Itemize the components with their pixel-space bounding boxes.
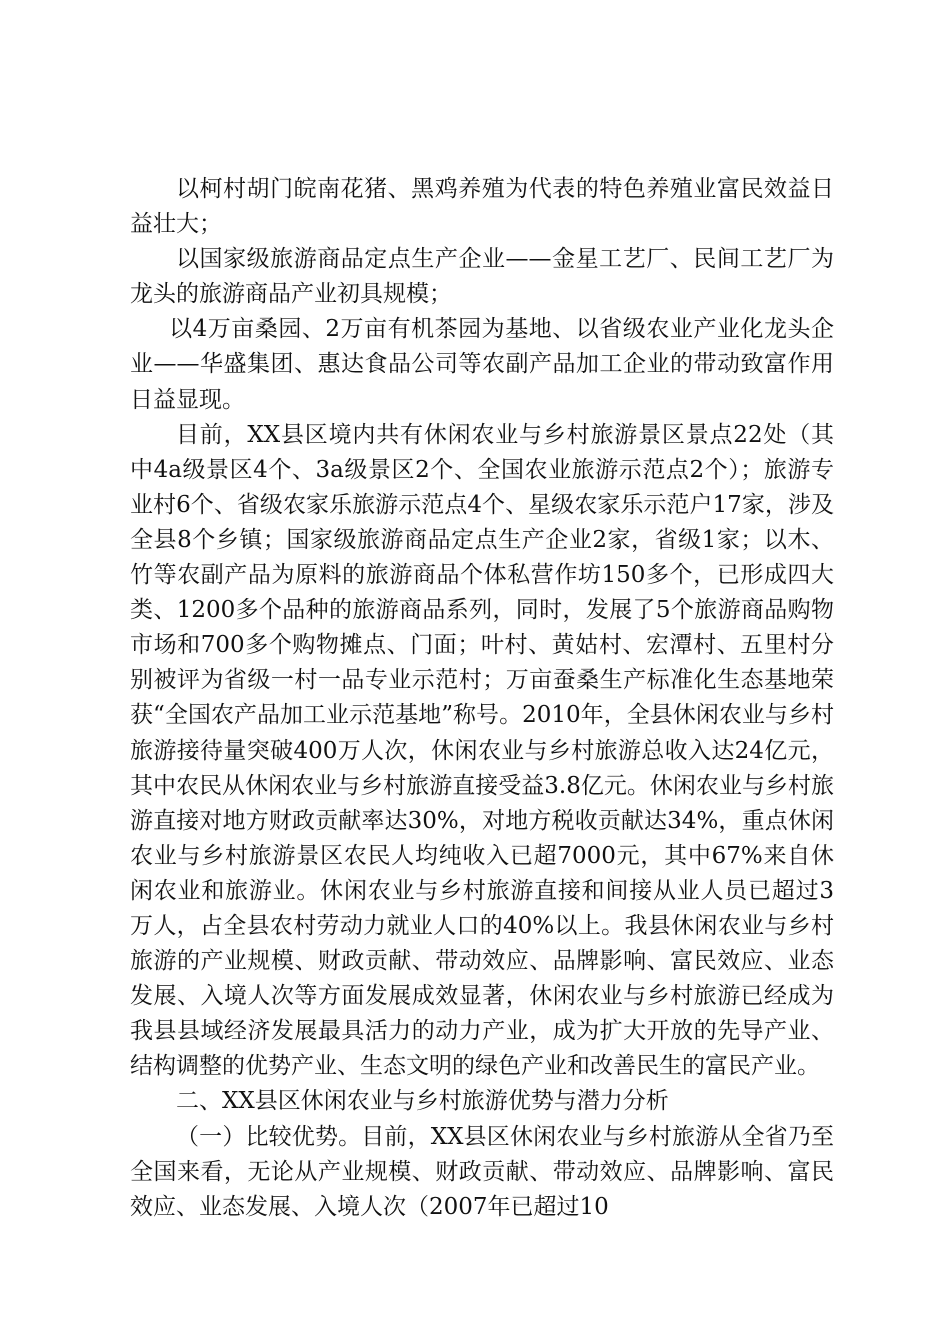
paragraph-tourism-goods: 以国家级旅游商品定点生产企业——金星工艺厂、民间工艺厂为龙头的旅游商品产业初具规模； (130, 246, 834, 308)
paragraph-comparative-advantage: （一）比较优势。目前，XX县区休闲农业与乡村旅游从全省乃至全国来看，无论从产业规模、财政贡献、带动效应、品牌影响、富民效应、业态发展、入境人次（2007年已超过10 (130, 1123, 834, 1220)
document-body (130, 172, 834, 1225)
paragraph-current-status: 目前，XX县区境内共有休闲农业与乡村旅游景区景点22处（其中4a级景区4个、3a级景区2个、全国农业旅游示范点2个）；旅游专业村6个、省级农家乐旅游示范点4个、星级农家乐示范户17家，涉及全县8个乡镇；国家级旅游商品定点生产企业2家，省级1家；以木、竹等农副产品为原料的旅游商品个体私营作坊150多个，已形成四大类、1200多个品种的旅游商品系列，同时，发展了5个旅游商品购物市场和700多个购物摊点、门面；叶村、黄姑村、宏潭村、五里村分别被评为省级一村一品专业示范村；万亩蚕桑生产标准化生态基地荣获“全国农产品加工业示范基地”称号。2010年，全县休闲农业与乡村旅游接待量突破400万人次，休闲农业与乡村旅游总收入达24亿元，其中农民从休闲农业与乡村旅游直接受益3.8亿元。休闲农业与乡村旅游直接对地方财政贡献率达30%，对地方税收贡献达34%，重点休闲农业与乡村旅游景区农民人均纯收入已超7000元，其中67%来自休闲农业和旅游业。休闲农业与乡村旅游直接和间接从业人员已超过3万人，占全县农村劳动力就业人口的40%以上。我县休闲农业与乡村旅游的产业规模、财政贡献、带动效应、品牌影响、富民效应、业态发展、入境人次等方面发展成效显著，休闲农业与乡村旅游已经成为我县县域经济发展最具活力的动力产业，成为扩大开放的先导产业、结构调整的优势产业、生态文明的绿色产业和改善民生的富民产业。 (130, 421, 834, 1080)
paragraph-agri-processing: 以4万亩桑园、2万亩有机茶园为基地、以省级农业产业化龙头企业——华盛集团、惠达食品公司等农副产品加工企业的带动致富作用日益显现。 (130, 316, 834, 413)
paragraph-specialty-farming: 以柯村胡门皖南花猪、黑鸡养殖为代表的特色养殖业富民效益日益壮大； (130, 176, 834, 238)
section-heading-advantages: 二、XX县区休闲农业与乡村旅游优势与潜力分析 (176, 1088, 669, 1115)
